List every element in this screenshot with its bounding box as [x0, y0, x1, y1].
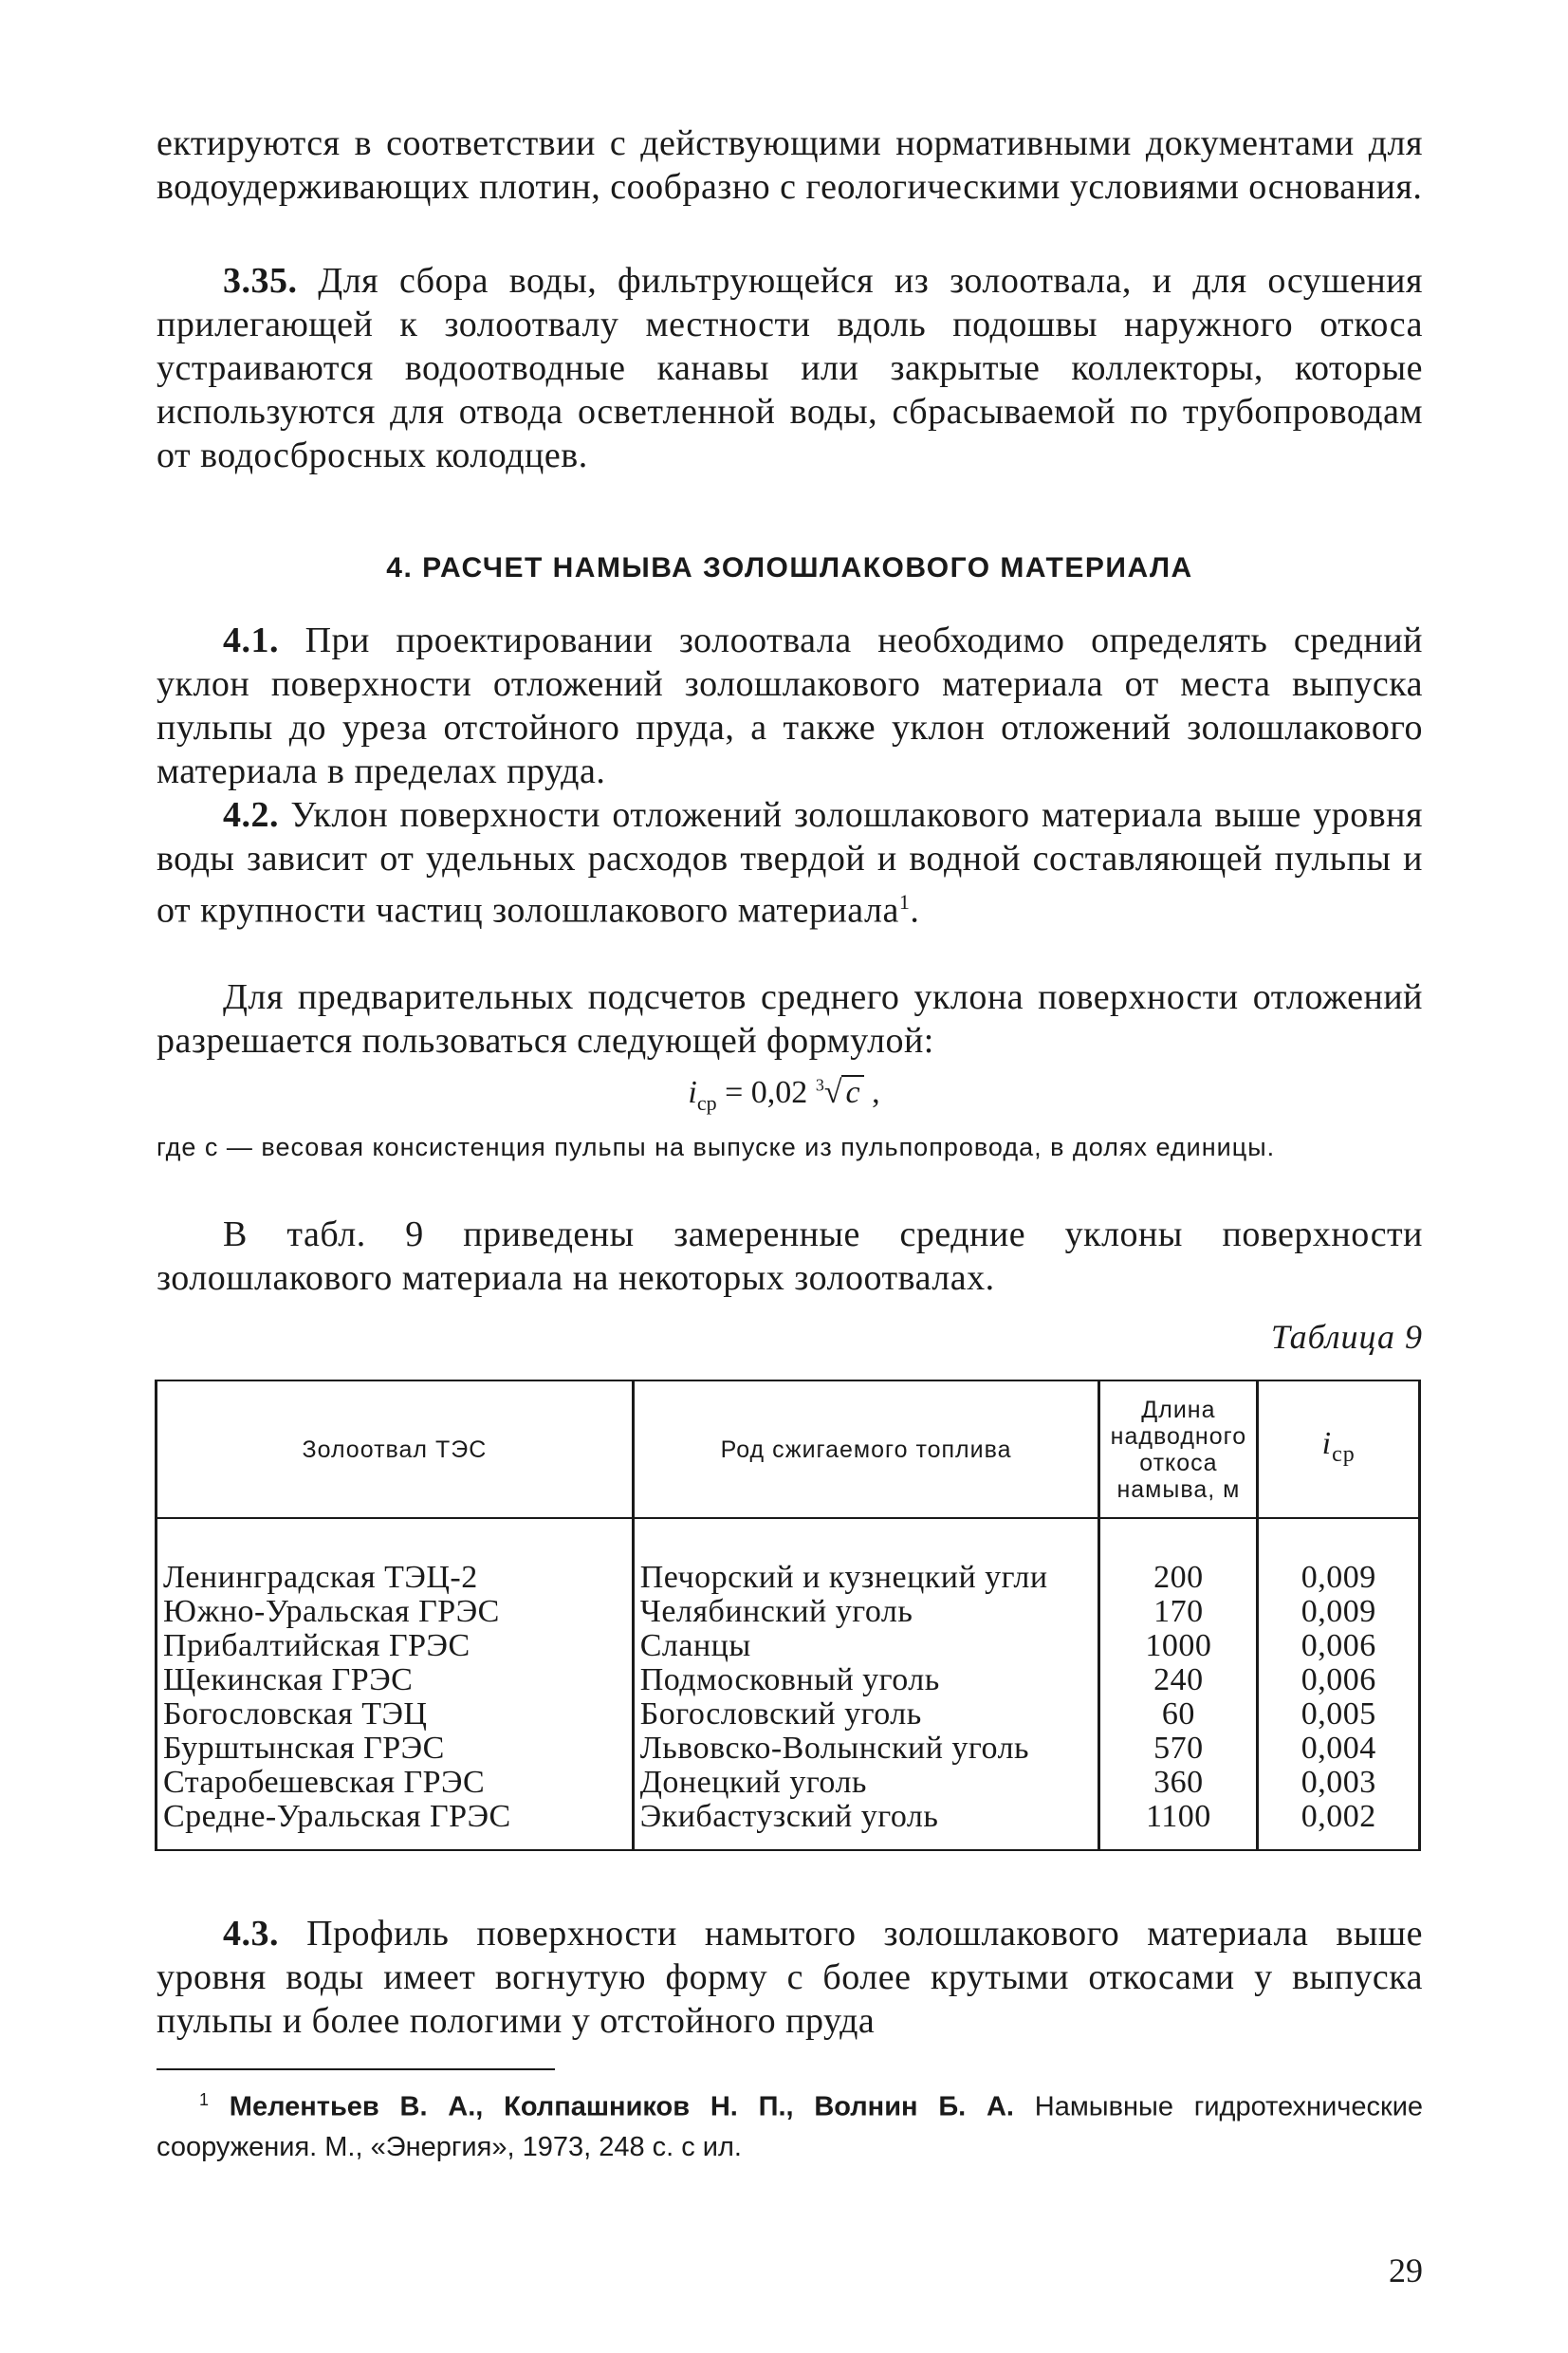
footnote-divider: [157, 2068, 555, 2070]
paragraph-end: .: [910, 890, 920, 931]
cell-length: 1100: [1099, 1800, 1258, 1850]
cell-length: 570: [1099, 1732, 1258, 1766]
slope-formula: [0, 1075, 1568, 1116]
formula-where-note: [157, 1131, 1423, 1163]
paragraph-text: ектируются в соответствии с действующими нормативными документами для водоудерживающих плотин, сообразно с геологическими условиями основания.: [157, 123, 1423, 207]
footnote: [157, 2080, 1423, 2167]
cell-fuel: Челябинский уголь: [633, 1595, 1099, 1629]
section-number: 4.3.: [223, 1914, 279, 1954]
paragraph-formula-intro: [157, 975, 1423, 1063]
footnote-ref: 1: [898, 890, 911, 914]
header-fuel: Род сжигаемого топлива: [633, 1380, 1099, 1518]
cell-tes: Богословская ТЭЦ: [157, 1697, 634, 1732]
cell-icp: 0,009: [1258, 1595, 1420, 1629]
paragraph-text: Профиль поверхности намытого золошлакового материала выше уровня воды имеет вогнутую форму с более крутыми откосами у выпуска пульпы и более пологими у отстойного пруда: [157, 1914, 1423, 2041]
paragraph-text: Для предварительных подсчетов среднего уклона поверхности отложений разрешается пользоваться следующей формулой:: [157, 977, 1423, 1061]
cell-tes: Старобешевская ГРЭС: [157, 1766, 634, 1800]
header-icp-symbol: i: [1321, 1426, 1333, 1462]
header-icp: [1258, 1380, 1420, 1518]
table-row: [157, 1518, 1420, 1595]
table-row: [157, 1629, 1420, 1663]
formula-lhs: i: [688, 1075, 697, 1110]
header-length: [1099, 1380, 1258, 1518]
cell-fuel: Экибастузский уголь: [633, 1800, 1099, 1850]
cell-fuel: Печорский и кузнецкий угли: [633, 1518, 1099, 1595]
header-length-line: Длина: [1141, 1396, 1216, 1423]
cell-length: 360: [1099, 1766, 1258, 1800]
header-length-line: надводного: [1110, 1422, 1247, 1450]
cell-fuel: Богословский уголь: [633, 1697, 1099, 1732]
header-length-line: намыва, м: [1116, 1475, 1241, 1503]
paragraph-continuation: [157, 121, 1423, 209]
section-heading: 4. РАСЧЕТ НАМЫВА ЗОЛОШЛАКОВОГО МАТЕРИАЛА: [386, 552, 1193, 584]
table-9: [155, 1380, 1421, 1851]
cell-icp: 0,006: [1258, 1663, 1420, 1697]
cell-tes: Бурштынская ГРЭС: [157, 1732, 634, 1766]
cell-length: 170: [1099, 1595, 1258, 1629]
table-row: [157, 1663, 1420, 1697]
footnote-mark: 1: [199, 2090, 210, 2109]
formula-lhs-sub: ср: [696, 1090, 717, 1115]
cell-icp: 0,005: [1258, 1697, 1420, 1732]
cell-tes: Прибалтийская ГРЭС: [157, 1629, 634, 1663]
cell-fuel: Сланцы: [633, 1629, 1099, 1663]
cell-length: 1000: [1099, 1629, 1258, 1663]
footnote-text: Намывные гидротехнические сооружения. М., «Энергия», 1973, 248 с. с ил.: [157, 2091, 1424, 2162]
formula-coefficient: = 0,02: [716, 1075, 816, 1110]
paragraph-text: Уклон поверхности отложений золошлакового материала выше уровня воды зависит от удельных расходов твердой и водной составляющей пульпы и от крупности частиц золошлакового материала: [157, 795, 1423, 931]
root-sign-icon: √: [823, 1075, 842, 1110]
section-number: 3.35.: [223, 261, 298, 301]
cell-length: 240: [1099, 1663, 1258, 1697]
cell-fuel: Львовско-Волынский уголь: [633, 1732, 1099, 1766]
paragraph-3-35: [157, 259, 1423, 477]
table-header-row: [157, 1380, 1420, 1518]
cell-tes: Щекинская ГРЭС: [157, 1663, 634, 1697]
paragraph-4-2: [157, 793, 1423, 933]
cell-fuel: Подмосковный уголь: [633, 1663, 1099, 1697]
paragraph-4-1: [157, 619, 1423, 793]
table-row: [157, 1766, 1420, 1800]
cell-icp: 0,009: [1258, 1518, 1420, 1595]
note-text: где c — весовая консистенция пульпы на выпуске из пульпопровода, в долях единицы.: [157, 1133, 1276, 1161]
table-row: [157, 1595, 1420, 1629]
formula-tail: ,: [863, 1075, 880, 1110]
paragraph-table-intro: [157, 1213, 1423, 1300]
footnote-authors: Мелентьев В. А., Колпашников Н. П., Волнин Б. А.: [229, 2091, 1014, 2122]
cell-tes: Средне-Уральская ГРЭС: [157, 1800, 634, 1850]
paragraph-text: При проектировании золоотвала необходимо определять средний уклон поверхности отложений золошлакового материала от места выпуска пульпы до уреза отстойного пруда, а также уклон отложений золошлакового материала в пределах пруда.: [157, 621, 1423, 791]
cell-icp: 0,006: [1258, 1629, 1420, 1663]
table-row: [157, 1732, 1420, 1766]
cell-tes: Южно-Уральская ГРЭС: [157, 1595, 634, 1629]
paragraph-4-3: [157, 1912, 1423, 2043]
section-number: 4.1.: [223, 621, 279, 660]
cell-icp: 0,004: [1258, 1732, 1420, 1766]
section-number: 4.2.: [223, 795, 279, 835]
paragraph-text: Для сбора воды, фильтрующейся из золоотвала, и для осушения прилегающей к золоотвалу местности вдоль подошвы наружного откоса устраиваются водоотводные канавы или закрытые коллекторы, которые используются для отвода осветленной воды, сбрасываемой по трубопроводам от водосбросных колодцев.: [157, 261, 1423, 475]
cell-icp: 0,002: [1258, 1800, 1420, 1850]
header-length-line: откоса: [1139, 1449, 1218, 1476]
table-row: [157, 1697, 1420, 1732]
page-number: 29: [1389, 2251, 1423, 2289]
header-tes: Золоотвал ТЭС: [157, 1380, 634, 1518]
data-table: [155, 1380, 1421, 1851]
cell-length: 60: [1099, 1697, 1258, 1732]
table-caption: Таблица 9: [1270, 1318, 1423, 1356]
cell-tes: Ленинградская ТЭЦ-2: [157, 1518, 634, 1595]
formula-radicand: c: [841, 1075, 863, 1109]
formula-root-index: 3: [815, 1075, 824, 1095]
cell-icp: 0,003: [1258, 1766, 1420, 1800]
header-icp-sub: ср: [1332, 1441, 1356, 1467]
table-row: [157, 1800, 1420, 1850]
paragraph-text: В табл. 9 приведены замеренные средние уклоны поверхности золошлакового материала на некоторых золоотвалах.: [157, 1214, 1423, 1298]
cell-length: 200: [1099, 1518, 1258, 1595]
cell-fuel: Донецкий уголь: [633, 1766, 1099, 1800]
